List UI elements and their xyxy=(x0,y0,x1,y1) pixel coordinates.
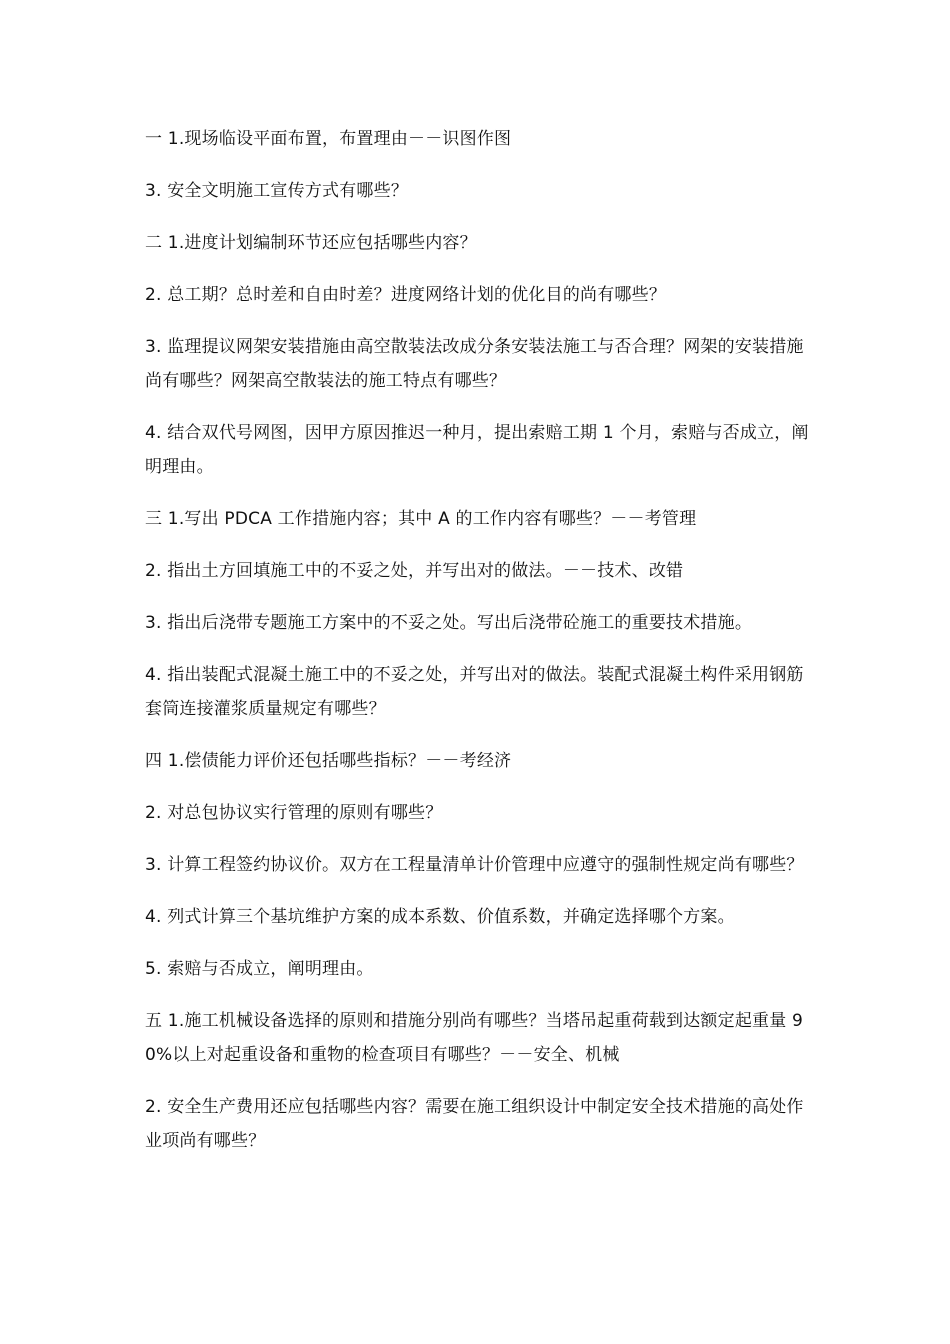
document-body xyxy=(145,122,815,1176)
paragraph: 3. 计算工程签约协议价。双方在工程量清单计价管理中应遵守的强制性规定尚有哪些？ xyxy=(145,855,804,875)
paragraph: 2. 总工期？总时差和自由时差？进度网络计划的优化目的尚有哪些？ xyxy=(145,285,667,305)
paragraph: 2. 安全生产费用还应包括哪些内容？需要在施工组织设计中制定安全技术措施的高处作业项尚有哪些？ xyxy=(145,1097,804,1151)
paragraph: 4. 指出装配式混凝土施工中的不妥之处，并写出对的做法。装配式混凝土构件采用钢筋套筒连接灌浆质量规定有哪些？ xyxy=(145,665,804,719)
paragraph: 3. 监理提议网架安装措施由高空散装法改成分条安装法施工与否合理？网架的安装措施尚有哪些？网架高空散装法的施工特点有哪些？ xyxy=(145,337,804,391)
paragraph: 五 1.施工机械设备选择的原则和措施分别尚有哪些？当塔吊起重荷载到达额定起重量 90%以上对起重设备和重物的检查项目有哪些？－－安全、机械 xyxy=(145,1011,804,1065)
paragraph: 3. 安全文明施工宣传方式有哪些？ xyxy=(145,181,409,201)
paragraph: 一 1.现场临设平面布置，布置理由－－识图作图 xyxy=(145,129,512,149)
paragraph: 二 1.进度计划编制环节还应包括哪些内容？ xyxy=(145,233,477,253)
paragraph: 三 1.写出 PDCA 工作措施内容；其中 A 的工作内容有哪些？－－考管理 xyxy=(145,509,697,529)
paragraph: 4. 列式计算三个基坑维护方案的成本系数、价值系数，并确定选择哪个方案。 xyxy=(145,907,735,927)
paragraph: 2. 指出土方回填施工中的不妥之处，并写出对的做法。－－技术、改错 xyxy=(145,561,684,581)
paragraph: 四 1.偿债能力评价还包括哪些指标？－－考经济 xyxy=(145,751,512,771)
paragraph: 2. 对总包协议实行管理的原则有哪些？ xyxy=(145,803,443,823)
paragraph: 5. 索赔与否成立，阐明理由。 xyxy=(145,959,374,979)
paragraph: 3. 指出后浇带专题施工方案中的不妥之处。写出后浇带砼施工的重要技术措施。 xyxy=(145,613,753,633)
paragraph: 4. 结合双代号网图，因甲方原因推迟一种月，提出索赔工期 1 个月，索赔与否成立，阐明理由。 xyxy=(145,423,809,477)
